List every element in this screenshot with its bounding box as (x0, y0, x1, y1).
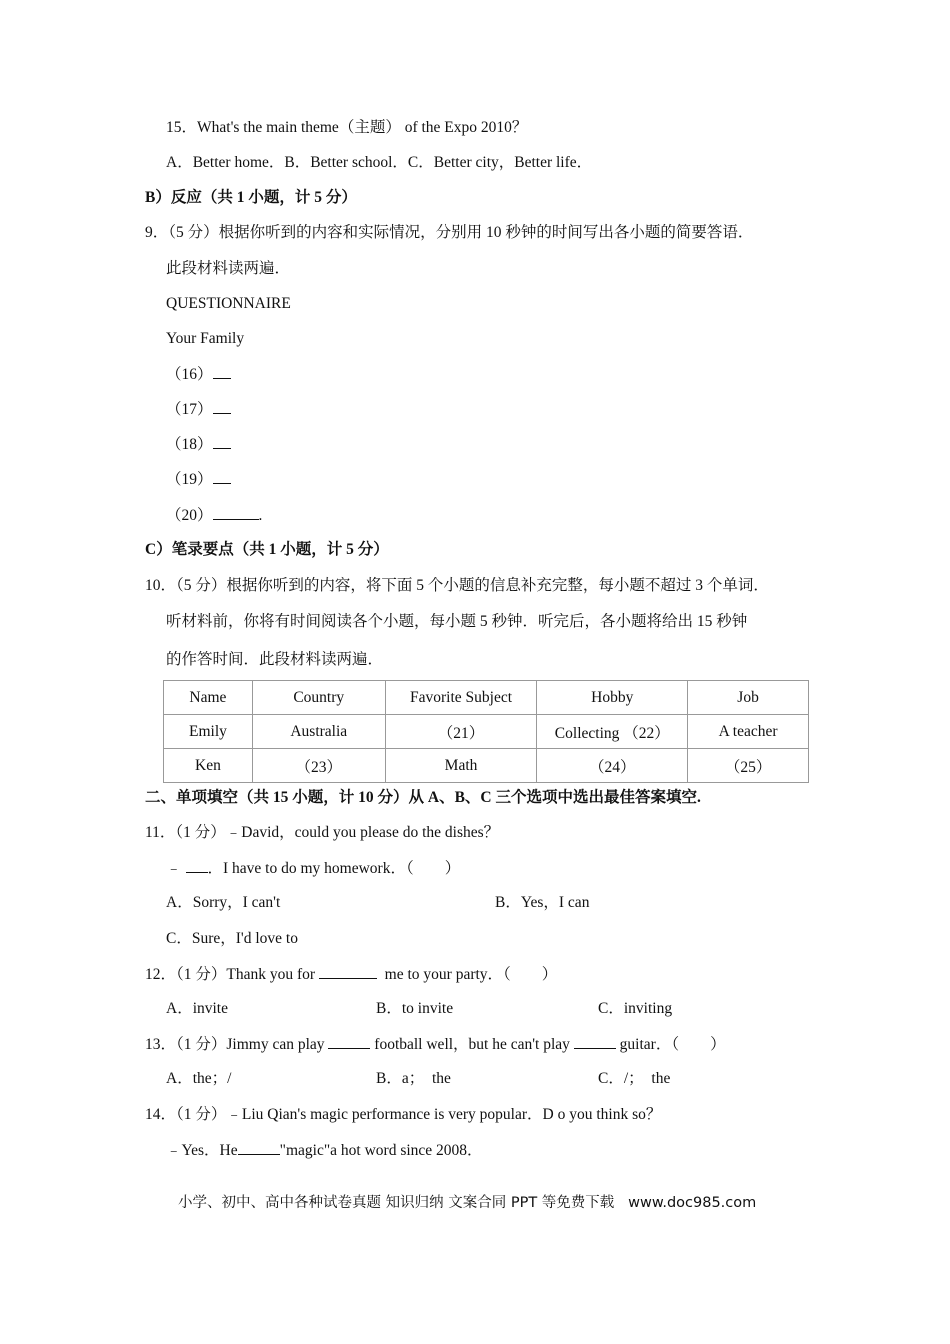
header-cell: Name (164, 681, 253, 715)
item-17 (166, 399, 231, 420)
q10-line-3: 的作答时间．此段材料读两遍． (166, 651, 384, 668)
answer-blank[interactable] (319, 964, 377, 979)
answer-blank[interactable] (213, 364, 231, 379)
item-label: （18） (166, 436, 213, 453)
answer-blank[interactable] (213, 399, 231, 414)
q11-stem: 11．（1 分）﹣David，could you please do the dishes？ (145, 824, 500, 841)
q14-answer-pre: ﹣Yes．He (166, 1142, 238, 1159)
q15-options: A．Better home．B．Better school．C．Better city，Better life． (166, 154, 593, 171)
q12-stem-pre: 12．（1 分）Thank you for (145, 966, 319, 983)
header-cell: Hobby (537, 681, 688, 715)
q11-option-b[interactable]: B．Yes，I can (495, 894, 590, 911)
q13-stem-mid: football well，but he can't play (370, 1036, 574, 1053)
q13-stem (145, 1034, 726, 1055)
answer-blank[interactable] (213, 434, 231, 449)
table-cell: A teacher (688, 715, 809, 749)
questionnaire-title: QUESTIONNAIRE (166, 295, 291, 312)
header-cell: Country (252, 681, 385, 715)
q13-stem-pre: 13．（1 分）Jimmy can play (145, 1036, 329, 1053)
item-label: （19） (166, 471, 213, 488)
item-label: （20） (166, 507, 213, 524)
table-cell: （25） (688, 749, 809, 783)
page-footer: 小学、初中、高中各种试卷真题 知识归纳 文案合同 PPT 等免费下载 www.doc985.com (178, 1195, 757, 1211)
answer-blank[interactable] (238, 1140, 280, 1155)
answer-blank[interactable] (328, 1034, 370, 1049)
table-cell: Math (385, 749, 537, 783)
q12-option-b[interactable]: B．to invite (376, 1000, 454, 1017)
q13-option-a[interactable]: A．the；/ (166, 1070, 232, 1087)
q13-option-c[interactable]: C．/； the (598, 1070, 671, 1087)
q9-note: 此段材料读两遍． (166, 260, 291, 277)
table-cell: （24） (537, 749, 688, 783)
q11-option-a[interactable]: A．Sorry，I can't (166, 894, 281, 911)
q9-stem: 9．（5 分）根据你听到的内容和实际情况，分别用 10 秒钟的时间写出各小题的简要答语． (145, 224, 754, 241)
q12-option-c[interactable]: C．inviting (598, 1000, 673, 1017)
table-row (164, 749, 809, 783)
q11-option-c[interactable]: C．Sure，I'd love to (166, 930, 298, 947)
q14-answer-post: "magic"a hot word since 2008． (279, 1142, 483, 1159)
header-cell: Favorite Subject (385, 681, 537, 715)
q11-answer-text: ．I have to do my homework．（ ） (207, 860, 461, 877)
q12-stem (145, 964, 557, 985)
q11-answer-line (166, 858, 460, 879)
item-20 (166, 505, 262, 526)
item-tail: . (258, 507, 263, 524)
answer-blank[interactable] (213, 469, 231, 484)
answer-blank[interactable] (186, 858, 208, 873)
table-cell: Ken (164, 749, 253, 783)
dash: ﹣ (166, 860, 182, 877)
q10-line-1: 10．（5 分）根据你听到的内容，将下面 5 个小题的信息补充完整，每小题不超过 3 个单词． (145, 577, 769, 594)
table-cell: （21） (385, 715, 537, 749)
table-cell: （23） (252, 749, 385, 783)
q13-option-b[interactable]: B．a； the (376, 1070, 451, 1087)
table-header-row (164, 681, 809, 715)
item-18 (166, 434, 231, 455)
q13-stem-post: guitar．（ ） (615, 1036, 726, 1053)
info-table (163, 680, 809, 783)
item-19 (166, 469, 231, 490)
questionnaire-subtitle: Your Family (166, 330, 245, 347)
q10-line-2: 听材料前，你将有时间阅读各个小题，每小题 5 秒钟．听完后，各小题将给出 15 秒钟 (166, 613, 748, 630)
section-c-heading: C）笔录要点（共 1 小题，计 5 分） (145, 541, 389, 558)
answer-blank[interactable] (213, 505, 259, 520)
part-2-heading: 二、单项填空（共 15 小题，计 10 分）从 A、B、C 三个选项中选出最佳答案填空. (145, 789, 701, 806)
item-label: （16） (166, 366, 213, 383)
q15-stem: 15．What's the main theme（主题） of the Expo 2010？ (166, 119, 528, 136)
section-b-heading: B）反应（共 1 小题，计 5 分） (145, 189, 357, 206)
header-cell: Job (688, 681, 809, 715)
table-cell: Australia (252, 715, 385, 749)
q12-option-a[interactable]: A．invite (166, 1000, 228, 1017)
item-label: （17） (166, 401, 213, 418)
q14-stem: 14．（1 分）﹣Liu Qian's magic performance is very popular．D o you think so？ (145, 1106, 662, 1123)
table-cell: Emily (164, 715, 253, 749)
q14-answer-line (166, 1140, 483, 1161)
table-cell: Collecting （22） (537, 715, 688, 749)
answer-blank[interactable] (574, 1034, 616, 1049)
item-16 (166, 364, 231, 385)
table-row (164, 715, 809, 749)
q12-stem-post: me to your party．（ ） (376, 966, 558, 983)
